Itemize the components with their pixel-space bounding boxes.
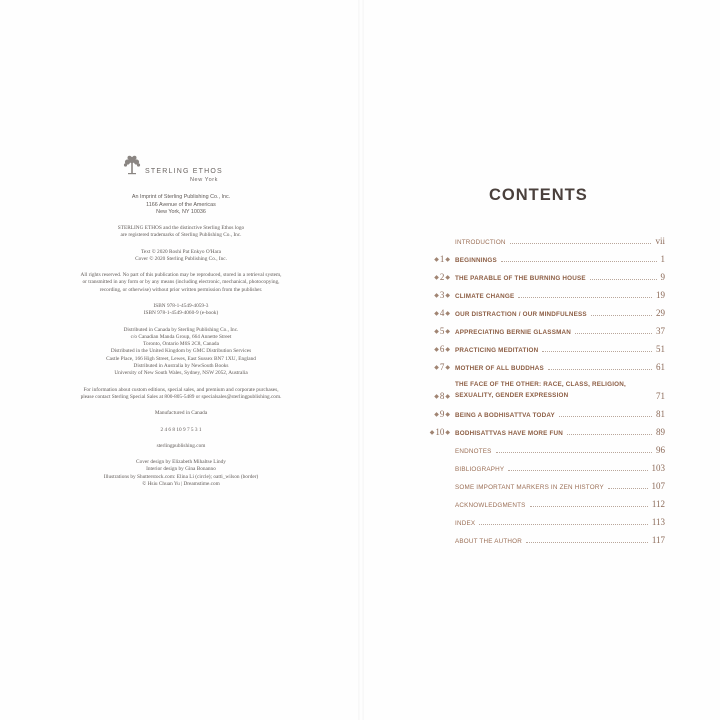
brand-city: New York: [189, 177, 219, 183]
toc-entry-label: INTRODUCTION: [455, 239, 506, 246]
chapter-marker: [423, 272, 451, 282]
dot-leader: [510, 242, 652, 244]
credits-line: Illustrations by Shutterstock.com: Elina Li (circle); oatti_wilson (border): [103, 473, 259, 480]
copyright-line: Cover © 2020 Sterling Publishing Co., Inc.: [135, 255, 227, 262]
credits-line: © Hsiu Chuan Yu | Dreamstime.com: [142, 481, 220, 488]
ornament-right-icon: ◆: [445, 393, 450, 400]
dot-leader: [575, 332, 652, 334]
dot-leader: [496, 451, 652, 453]
chapter-number: 6: [439, 344, 445, 354]
toc-entry: [434, 401, 665, 419]
toc-page-number: 112: [651, 499, 665, 509]
ornament-left-icon: ◆: [429, 429, 435, 436]
distribution-line: Toronto, Ontario M6S 2C8, Canada: [143, 341, 219, 348]
special-sales-block: [52, 387, 310, 402]
publisher-website: sterlingpublishing.com: [156, 442, 206, 449]
toc-page-number: 37: [656, 326, 665, 336]
toc-entry: [455, 491, 665, 509]
distribution-line: Distributed in Australia by NewSouth Books: [133, 363, 229, 370]
distribution-line: c/o Canadian Manda Group, 664 Annette Street: [130, 333, 232, 340]
ornament-left-icon: ◆: [434, 364, 439, 371]
trademark-line: are registered trademarks of Sterling Publishing Co., Inc.: [120, 232, 242, 239]
chapter-number: 7: [439, 362, 445, 372]
toc-page-number: 89: [656, 427, 665, 437]
dot-leader: [530, 505, 648, 507]
rights-line: recording, or otherwise) without prior written permission from the publisher.: [99, 286, 263, 293]
toc-entry: [434, 282, 665, 300]
dot-leader: [508, 469, 647, 471]
chapter-marker: [423, 427, 451, 437]
chapter-number: 8: [439, 391, 445, 401]
chapter-marker: [423, 362, 451, 372]
chapter-marker: [423, 409, 451, 419]
dot-leader: [501, 260, 657, 262]
toc-entry: [434, 336, 665, 354]
toc-page-number: 96: [656, 445, 665, 455]
toc-page-number: 71: [656, 391, 665, 401]
dot-leader: [591, 314, 652, 316]
chapter-marker: [423, 391, 451, 401]
trademark-block: [52, 225, 310, 240]
ornament-left-icon: ◆: [434, 274, 439, 281]
dot-leader: [526, 541, 648, 543]
rights-block: [52, 272, 310, 294]
chapter-number: 4: [439, 308, 445, 318]
dot-leader: [567, 433, 652, 435]
dot-leader: [590, 278, 657, 280]
ornament-left-icon: ◆: [434, 393, 439, 400]
toc-page-number: 9: [660, 272, 665, 282]
dot-leader: [542, 350, 652, 352]
toc-entry-label: INDEX: [455, 520, 476, 527]
credits-block: [52, 459, 310, 488]
dot-leader: [479, 523, 648, 525]
ornament-right-icon: ◆: [445, 429, 450, 436]
copyright-line: Text © 2020 Roshi Pat Enkyo O'Hara: [141, 248, 221, 255]
toc-entry-label: OUR DISTRACTION / OUR MINDFULNESS: [455, 311, 587, 318]
imprint-line: 1166 Avenue of the Americas: [146, 201, 216, 208]
toc-page-number: 81: [656, 409, 665, 419]
dot-leader: [518, 296, 652, 298]
ornament-right-icon: ◆: [445, 346, 450, 353]
toc-entry: [434, 318, 665, 336]
chapter-marker: [423, 326, 451, 336]
credits-line: Interior design by Gina Bonanno: [146, 466, 216, 473]
ornament-left-icon: ◆: [434, 346, 439, 353]
toc-entry: [455, 455, 665, 473]
toc-entry: [455, 437, 665, 455]
toc-page-number: 113: [651, 517, 665, 527]
brand-name: STERLING ETHOS: [145, 168, 223, 175]
rights-line: All rights reserved. No part of this publication may be reproduced, stored in a retrieval system,: [80, 272, 282, 279]
chapter-marker: [423, 308, 451, 318]
toc-entry-label: BODHISATTVAS HAVE MORE FUN: [455, 430, 564, 437]
toc-entry-label: THE PARABLE OF THE BURNING HOUSE: [455, 275, 586, 282]
trademark-line: STERLING ETHOS and the distinctive Sterling Ethos logo: [117, 224, 245, 231]
toc-page-number: 19: [656, 290, 665, 300]
dot-leader: [548, 368, 652, 370]
tree-logo-icon: [123, 155, 141, 175]
chapter-number: 9: [439, 409, 445, 419]
ornament-right-icon: ◆: [445, 364, 450, 371]
toc-entry: [434, 300, 665, 318]
ornament-right-icon: ◆: [445, 256, 450, 263]
ornament-left-icon: ◆: [434, 256, 439, 263]
toc-entry-label: APPRECIATING BERNIE GLASSMAN: [455, 329, 572, 336]
chapter-number: 1: [439, 254, 445, 264]
toc-entry-label: ACKNOWLEDGMENTS: [455, 502, 526, 509]
toc-entry: [455, 527, 665, 545]
ornament-left-icon: ◆: [434, 411, 439, 418]
toc-entry-label: ENDNOTES: [455, 448, 492, 455]
chapter-number: 10: [435, 427, 445, 437]
toc-entry-label: BIBLIOGRAPHY: [455, 466, 505, 473]
table-of-contents: [429, 228, 665, 545]
special-sales-line: please contact Sterling Special Sales at 800-805-5489 or specialsales@sterlingpublishing.com.: [80, 393, 282, 400]
publisher-logo: [52, 150, 310, 178]
toc-entry-label: SOME IMPORTANT MARKERS IN ZEN HISTORY: [455, 484, 604, 491]
toc-page-number: 1: [660, 254, 665, 264]
ornament-right-icon: ◆: [445, 274, 450, 281]
toc-page-number: 117: [651, 535, 665, 545]
chapter-number: 2: [439, 272, 445, 282]
distribution-line: Distributed in Canada by Sterling Publishing Co., Inc.: [123, 326, 239, 333]
toc-page-number: 103: [651, 463, 665, 473]
ornament-right-icon: ◆: [445, 411, 450, 418]
isbn-block: [52, 303, 310, 318]
toc-entry: [455, 473, 665, 491]
toc-entry-label: ABOUT THE AUTHOR: [455, 538, 522, 545]
toc-entry: [455, 228, 665, 246]
manufactured-line: Manufactured in Canada: [154, 410, 208, 417]
toc-entry-label: BEGINNINGS: [455, 257, 497, 264]
imprint-line: An Imprint of Sterling Publishing Co., Inc.: [131, 194, 231, 201]
chapter-number: 3: [439, 290, 445, 300]
dot-leader: [559, 415, 652, 417]
toc-page-number: vii: [655, 236, 665, 246]
chapter-marker: [423, 290, 451, 300]
toc-entry-label: BEING A BODHISATTVA TODAY: [455, 412, 555, 419]
toc-entry: [455, 509, 665, 527]
distribution-block: [52, 327, 310, 378]
toc-entry: [434, 264, 665, 282]
printing-line: 2 4 6 8 10 9 7 5 3 1: [160, 426, 202, 433]
ornament-right-icon: ◆: [445, 292, 450, 299]
special-sales-line: For information about custom editions, special sales, and premium and corporate purchases,: [83, 386, 279, 393]
toc-entry: [429, 419, 665, 437]
chapter-number: 5: [439, 326, 445, 336]
copyright-block: [52, 249, 310, 264]
ornament-right-icon: ◆: [445, 310, 450, 317]
ornament-left-icon: ◆: [434, 328, 439, 335]
book-gutter: [358, 0, 364, 720]
toc-entry: [434, 246, 665, 264]
isbn-line: ISBN 978-1-4549-4059-3: [153, 302, 209, 309]
distribution-line: University of New South Wales, Sydney, NSW 2052, Australia: [114, 370, 248, 377]
chapter-marker: [423, 254, 451, 264]
ornament-right-icon: ◆: [445, 328, 450, 335]
ornament-left-icon: ◆: [434, 292, 439, 299]
dot-leader: [608, 487, 648, 489]
ornament-left-icon: ◆: [434, 310, 439, 317]
isbn-line: ISBN 978-1-4549-4060-9 (e-book): [143, 310, 219, 317]
credits-line: Cover design by Elizabeth Mihaltse Lindy: [136, 459, 226, 466]
toc-page-number: 61: [656, 362, 665, 372]
toc-entry-label: PRACTICING MEDITATION: [455, 347, 539, 354]
toc-entry: [434, 372, 665, 401]
distribution-line: Castle Place, 166 High Street, Lewes, East Sussex BN7 1XU, England: [106, 355, 256, 362]
toc-entry-label: THE FACE OF THE OTHER: RACE, CLASS, RELIGION, SEXUALITY, GENDER EXPRESSION: [455, 381, 626, 399]
contents-title: CONTENTS: [489, 186, 588, 204]
toc-entry: [434, 354, 665, 372]
toc-page-number: 51: [656, 344, 665, 354]
imprint-block: [52, 194, 310, 216]
rights-line: or transmitted in any form or by any means (including electronic, mechanical, photocopying,: [82, 279, 280, 286]
distribution-line: Distributed in the United Kingdom by GMC Distribution Services: [110, 348, 252, 355]
imprint-line: New York, NY 10036: [156, 208, 206, 215]
chapter-marker: [423, 344, 451, 354]
toc-entry-label: CLIMATE CHANGE: [455, 293, 515, 300]
toc-page-number: 29: [656, 308, 665, 318]
copyright-page: [52, 150, 310, 488]
toc-page-number: 107: [651, 481, 665, 491]
toc-entry-label: MOTHER OF ALL BUDDHAS: [455, 365, 544, 372]
